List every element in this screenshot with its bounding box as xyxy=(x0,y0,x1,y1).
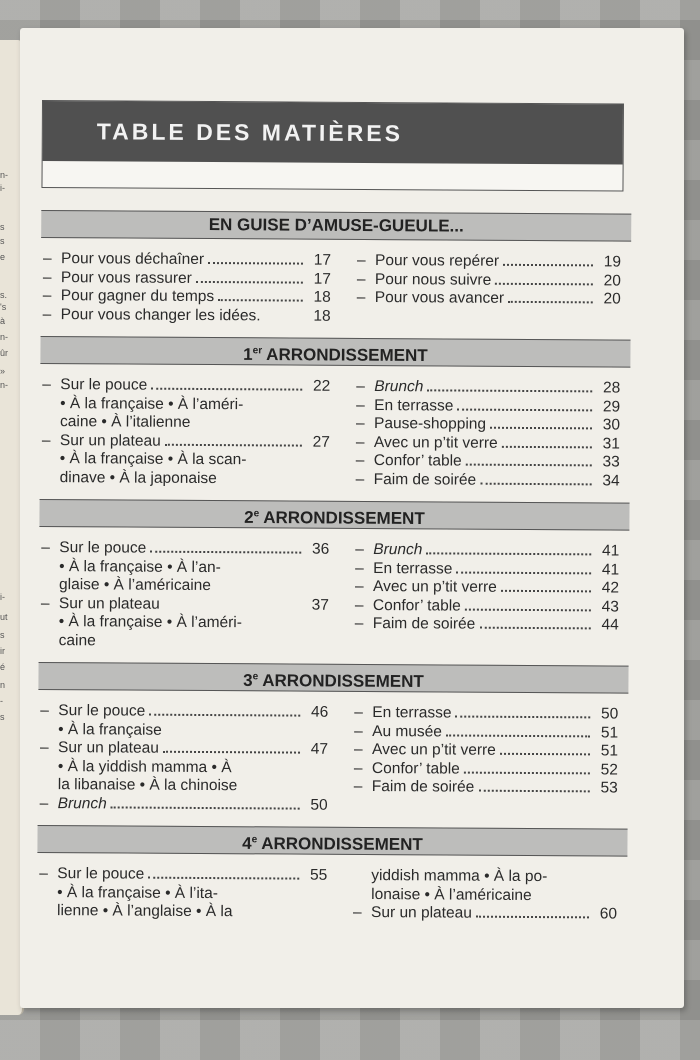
entry-subitems: glaise • À l’américaine xyxy=(58,576,211,595)
toc-entry[interactable]: – Pour vous changer les idées. 18 xyxy=(42,305,331,325)
page-fragment: - xyxy=(0,696,3,706)
page-fragment: s xyxy=(0,712,5,722)
toc-entry[interactable]: – Sur le pouce 46 xyxy=(40,702,329,721)
toc-entry[interactable]: – Confor’ table 33 xyxy=(355,451,620,471)
page-fragment: ir xyxy=(0,646,5,656)
toc-entry[interactable]: – Pause-shopping 30 xyxy=(355,414,621,434)
page-fragment: n- xyxy=(0,380,9,390)
toc-entry[interactable]: – En terrasse 41 xyxy=(355,559,620,579)
page-fragment: e xyxy=(0,252,6,262)
entry-subitems-continued: yiddish mamma • À la po- xyxy=(371,867,548,886)
entry-subitems: la libanaise • À la chinoise xyxy=(57,776,238,795)
toc-entry[interactable]: – Faim de soirée 44 xyxy=(354,614,619,634)
entry-subitems-continued: lonaise • À l’américaine xyxy=(371,885,532,904)
toc-entry[interactable]: – Au musée 51 xyxy=(354,722,619,742)
page-fragment: s. xyxy=(0,290,8,300)
page-fragment: n- xyxy=(0,170,9,180)
toc-entry[interactable]: – Faim de soirée 34 xyxy=(355,470,620,490)
toc-entry[interactable]: – Avec un p’tit verre 51 xyxy=(353,740,619,760)
toc-entry[interactable]: – Pour gagner du temps 18 xyxy=(42,287,331,306)
page-fragment: à xyxy=(0,316,6,326)
page-fragment: n- xyxy=(0,332,9,342)
column-right xyxy=(328,704,619,817)
section-arrondissement-3 xyxy=(38,662,629,817)
page-fragment: i- xyxy=(0,183,5,193)
entry-subitems: • À la française xyxy=(58,720,162,739)
toc-entry[interactable]: – En terrasse 29 xyxy=(356,396,621,416)
entry-subitems: • À la française • À l’ita- xyxy=(57,883,218,902)
page-fragment: s xyxy=(0,630,5,640)
book-page xyxy=(20,28,684,1008)
section-heading: 3e ARRONDISSEMENT xyxy=(38,662,628,694)
toc-entry[interactable]: – Brunch 50 xyxy=(39,794,328,814)
entry-subitems: • À la française • À l’améri- xyxy=(58,613,243,632)
column-left xyxy=(37,865,327,922)
page-fragment: s xyxy=(0,222,5,232)
column-right xyxy=(329,541,620,654)
page-fragment: n xyxy=(0,680,6,690)
entry-subitems: caine xyxy=(58,631,96,649)
toc-content xyxy=(37,100,632,924)
page-fragment: é xyxy=(0,662,6,672)
column-right xyxy=(330,378,621,491)
toc-entry[interactable]: – Sur un plateau 60 xyxy=(352,903,618,923)
section-heading: 2e ARRONDISSEMENT xyxy=(39,499,629,531)
title-box xyxy=(41,100,624,192)
toc-entry[interactable]: – Confor’ table 43 xyxy=(354,596,619,616)
toc-entry[interactable]: – Sur le pouce 22 xyxy=(42,376,331,395)
column-left xyxy=(38,702,329,815)
toc-entry[interactable]: – Pour vous rassurer 17 xyxy=(42,268,331,288)
section-arrondissement-2 xyxy=(39,499,630,654)
toc-entry[interactable]: – Sur le pouce 36 xyxy=(41,539,330,558)
toc-entry[interactable]: – Confor’ table 52 xyxy=(353,759,618,779)
toc-entry[interactable]: – Faim de soirée 53 xyxy=(353,777,618,797)
page-fragment: i- xyxy=(0,592,5,602)
page-fragment: 's xyxy=(0,302,7,312)
column-left xyxy=(39,539,330,652)
toc-entry[interactable]: – Brunch 28 xyxy=(356,377,621,397)
page-title: TABLE DES MATIÈRES xyxy=(43,101,623,165)
toc-entry[interactable]: – Pour nous suivre 20 xyxy=(356,270,621,290)
toc-entry[interactable]: – Sur un plateau 27 xyxy=(41,431,330,451)
entry-subitems: dinave • À la japonaise xyxy=(59,468,217,487)
column-right xyxy=(331,252,621,328)
toc-entry[interactable]: – Pour vous déchaîner 17 xyxy=(42,250,332,269)
entry-subitems: caine • À l’italienne xyxy=(59,413,191,431)
entry-subitems: • À la française • À l’an- xyxy=(59,557,221,576)
section-amuse-gueule xyxy=(41,210,632,328)
entry-subitems: lienne • À l’anglaise • À la xyxy=(56,902,233,921)
toc-entry[interactable]: – En terrasse 50 xyxy=(354,703,619,723)
entry-subitems: • À la française • À la scan- xyxy=(59,450,247,469)
toc-entry[interactable]: – Pour vous repérer 19 xyxy=(356,251,622,271)
toc-entry[interactable]: – Brunch 41 xyxy=(355,540,620,560)
section-arrondissement-1 xyxy=(40,336,631,491)
page-fragment: » xyxy=(0,366,6,376)
toc-entry[interactable]: – Avec un p’tit verre 42 xyxy=(354,577,620,597)
page-fragment: ut xyxy=(0,612,8,622)
section-heading: 4e ARRONDISSEMENT xyxy=(37,825,627,857)
entry-subitems: • À la yiddish mamma • À xyxy=(57,757,232,776)
column-left xyxy=(41,250,331,326)
toc-entry[interactable]: – Avec un p’tit verre 31 xyxy=(355,433,620,453)
section-arrondissement-4 xyxy=(37,825,628,924)
toc-entry[interactable]: – Pour vous avancer 20 xyxy=(356,288,621,308)
page-fragment: ûr xyxy=(0,348,9,358)
page-fragment: s xyxy=(0,236,5,246)
toc-entry[interactable]: – Sur un plateau 37 xyxy=(40,594,329,614)
toc-entry[interactable]: – Sur le pouce 55 xyxy=(39,864,328,884)
entry-subitems: • À la française • À l’améri- xyxy=(60,394,244,413)
section-heading: 1er ARRONDISSEMENT xyxy=(40,336,630,368)
toc-entry[interactable]: – Sur un plateau 47 xyxy=(39,739,329,758)
column-left xyxy=(40,376,331,489)
column-right xyxy=(327,867,617,924)
section-heading: EN GUISE D’AMUSE-GUEULE... xyxy=(41,210,631,242)
